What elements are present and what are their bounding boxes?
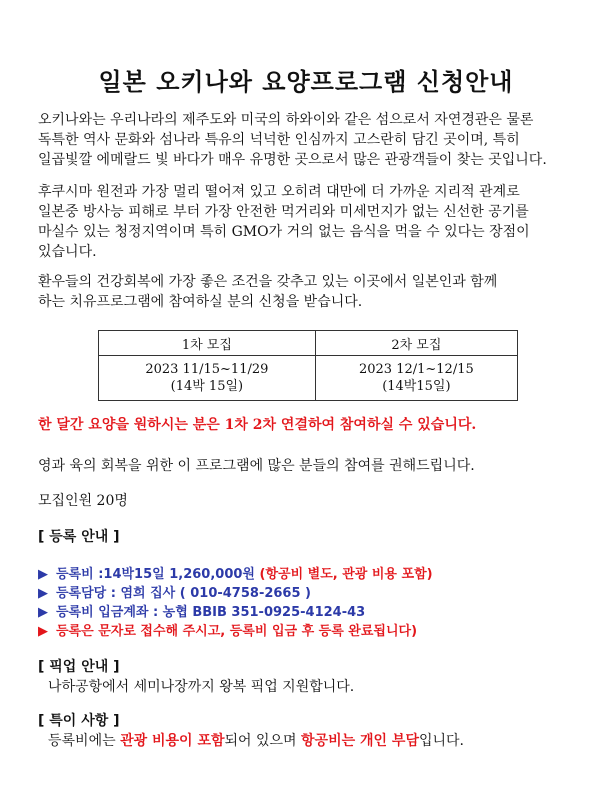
schedule-table [98,330,518,401]
special-text [48,730,464,750]
recruit-count: 모집인원 20명 [38,493,128,509]
notice-text: 등록은 문자로 접수해 주시고, 등록비 입금 후 등록 완료됩니다) [56,624,418,639]
intro-line: 독특한 역사 문화와 섬나라 특유의 넉넉한 인심까지 고스란히 담긴 곳이며, 특히 [38,132,520,148]
invite-paragraph [38,272,578,312]
fee-label: 등록비 :14박15일 1,260,000원 [56,567,260,582]
round2-period [315,356,517,401]
page-title: 일본 오키나와 요양프로그램 신청안내 [98,68,514,96]
account-text: 등록비 입금계좌 : 농협 BBIB 351-0925-4124-43 [56,605,366,620]
round1-period [99,356,316,401]
arrow-icon: ▶ [38,605,48,620]
pickup-heading: [ 픽업 안내 ] [38,659,120,675]
intro-paragraph [38,110,578,170]
location-paragraph [38,182,578,262]
location-line: 마실수 있는 청정지역이며 특히 GMO가 거의 없는 음식을 먹을 수 있다는 장점이 [38,224,530,240]
location-line: 있습니다. [38,244,97,260]
arrow-icon: ▶ [38,567,48,582]
special-highlight: 항공비는 개인 부담 [301,733,419,749]
pickup-text: 나하공항에서 세미나장까지 왕복 픽업 지원합니다. [48,679,355,695]
round1-duration: (14박 15일) [170,379,244,394]
month-note: 한 달간 요양을 원하시는 분은 1차 2차 연결하여 참여하실 수 있습니다. [38,417,477,433]
round1-dates: 2023 11/15~11/29 [145,362,269,377]
contact-text: 등록담당 : 염희 집사 ( 010-4758-2665 ) [56,586,311,601]
encourage-text: 영과 육의 회복을 위한 이 프로그램에 많은 분들의 참여를 권해드립니다. [38,458,475,474]
round2-dates: 2023 12/1~12/15 [358,362,474,377]
registration-contact [38,582,311,601]
round2-duration: (14박15일) [382,379,451,394]
special-part: 등록비에는 [48,733,121,749]
special-part: 되어 있으며 [224,733,302,749]
location-line: 일본중 방사능 피해로 부터 가장 안전한 먹거리와 미세먼지가 없는 신선한 공기를 [38,204,529,220]
round1-header: 1차 모집 [99,331,316,356]
special-highlight: 관광 비용이 포함 [120,733,225,749]
fee-note: (항공비 별도, 관광 비용 포함) [259,567,433,582]
round2-header: 2차 모집 [315,331,517,356]
arrow-icon: ▶ [38,624,48,639]
invite-line: 하는 치유프로그램에 참여하실 분의 신청을 받습니다. [38,294,363,310]
special-heading: [ 특이 사항 ] [38,713,120,729]
location-line: 후쿠시마 원전과 가장 멀리 떨어져 있고 오히려 대만에 더 가까운 지리적 관계로 [38,184,520,200]
registration-heading: [ 등록 안내 ] [38,529,120,545]
registration-notice [38,620,417,639]
intro-line: 오키나와는 우리나라의 제주도와 미국의 하와이와 같은 섬으로서 자연경관은 물론 [38,112,534,128]
registration-account [38,601,365,620]
intro-line: 일곱빛깔 에메랄드 빛 바다가 매우 유명한 곳으로서 많은 관광객들이 찾는 곳입니다. [38,152,547,168]
arrow-icon: ▶ [38,586,48,601]
invite-line: 환우들의 건강회복에 가장 좋은 조건을 갖추고 있는 이곳에서 일본인과 함께 [38,274,498,290]
registration-fee [38,563,433,582]
special-part: 입니다. [418,733,465,749]
